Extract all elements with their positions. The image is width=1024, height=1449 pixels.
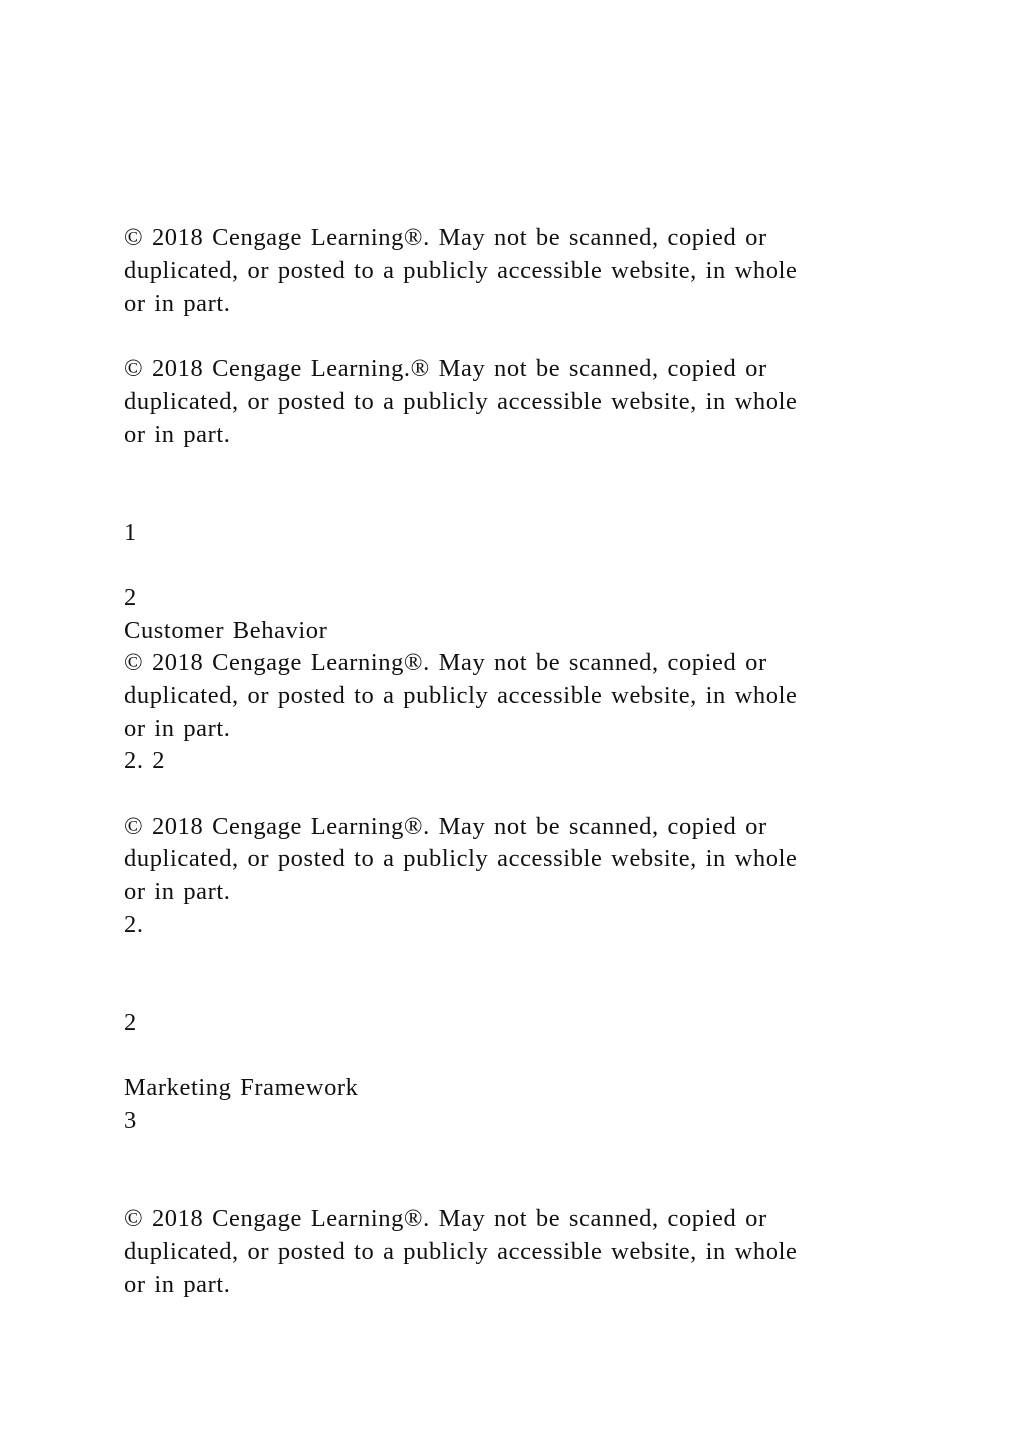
section-number-2: 2. [124,911,144,938]
page-number-3: 3 [124,1107,137,1134]
copyright-notice-2-line-3: or in part. [124,421,231,448]
page-number-2: 2 [124,584,137,611]
copyright-notice-4-line-2: duplicated, or posted to a publicly accessible website, in whole [124,845,798,872]
copyright-notice-5-line-2: duplicated, or posted to a publicly accessible website, in whole [124,1238,798,1265]
copyright-notice-3-line-1: © 2018 Cengage Learning®. May not be scanned, copied or [124,649,767,676]
copyright-notice-2-line-1: © 2018 Cengage Learning.® May not be scanned, copied or [124,355,767,382]
section-number-2-2: 2. 2 [124,747,166,774]
copyright-notice-5-line-1: © 2018 Cengage Learning®. May not be scanned, copied or [124,1205,767,1232]
copyright-notice-4-line-1: © 2018 Cengage Learning®. May not be scanned, copied or [124,813,767,840]
copyright-notice-5-line-3: or in part. [124,1271,231,1298]
copyright-notice-1-line-2: duplicated, or posted to a publicly accessible website, in whole [124,257,798,284]
copyright-notice-3-line-3: or in part. [124,715,231,742]
copyright-notice-1-line-1: © 2018 Cengage Learning®. May not be scanned, copied or [124,224,767,251]
copyright-notice-4-line-3: or in part. [124,878,231,905]
heading-customer-behavior: Customer Behavior [124,617,328,644]
page-number-2b: 2 [124,1009,137,1036]
heading-marketing-framework: Marketing Framework [124,1074,359,1101]
copyright-notice-3-line-2: duplicated, or posted to a publicly accessible website, in whole [124,682,798,709]
copyright-notice-1-line-3: or in part. [124,290,231,317]
page-number-1: 1 [124,519,137,546]
copyright-notice-2-line-2: duplicated, or posted to a publicly accessible website, in whole [124,388,798,415]
